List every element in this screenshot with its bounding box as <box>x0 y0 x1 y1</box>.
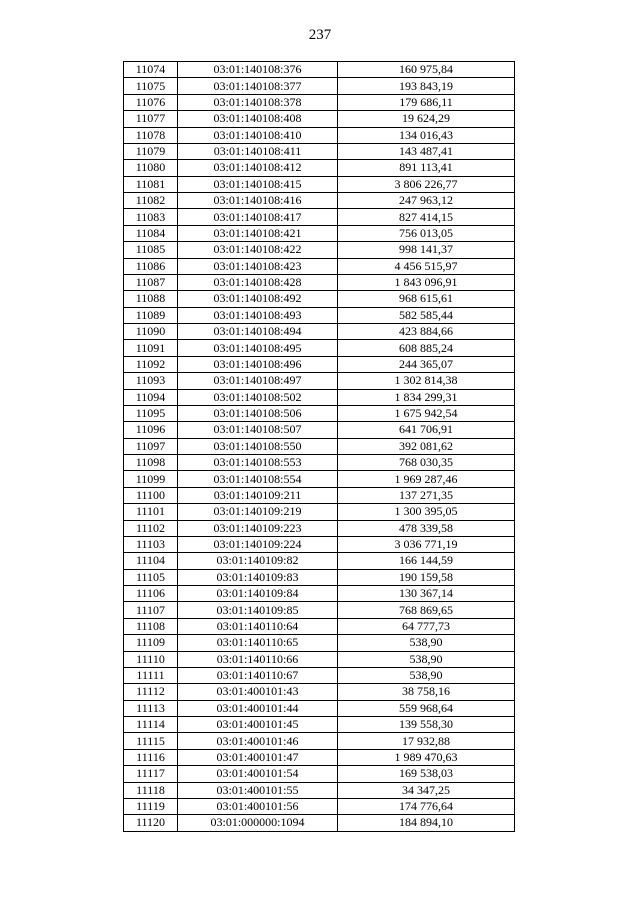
cadastral-number-cell: 03:01:140108:493 <box>178 307 338 323</box>
table-row <box>124 782 515 798</box>
value-cell: 582 585,44 <box>338 307 515 323</box>
value-cell: 891 113,41 <box>338 160 515 176</box>
row-number-cell: 11086 <box>124 258 178 274</box>
row-number-cell: 11107 <box>124 602 178 618</box>
cadastral-number-cell: 03:01:140108:408 <box>178 111 338 127</box>
cadastral-number-cell: 03:01:140109:211 <box>178 487 338 503</box>
row-number-cell: 11076 <box>124 94 178 110</box>
row-number-cell: 11074 <box>124 62 178 78</box>
value-cell: 64 777,73 <box>338 618 515 634</box>
value-cell: 423 884,66 <box>338 324 515 340</box>
cadastral-number-cell: 03:01:400101:47 <box>178 749 338 765</box>
cadastral-number-cell: 03:01:140108:506 <box>178 405 338 421</box>
cadastral-number-cell: 03:01:140109:85 <box>178 602 338 618</box>
cadastral-number-cell: 03:01:140109:83 <box>178 569 338 585</box>
table-row <box>124 569 515 585</box>
table-row <box>124 536 515 552</box>
cadastral-number-cell: 03:01:140109:84 <box>178 586 338 602</box>
row-number-cell: 11079 <box>124 143 178 159</box>
table-row <box>124 143 515 159</box>
table-row <box>124 602 515 618</box>
table-row <box>124 766 515 782</box>
value-cell: 3 806 226,77 <box>338 176 515 192</box>
row-number-cell: 11075 <box>124 78 178 94</box>
table-row <box>124 291 515 307</box>
cadastral-number-cell: 03:01:140108:376 <box>178 62 338 78</box>
table-row <box>124 356 515 372</box>
row-number-cell: 11112 <box>124 684 178 700</box>
value-cell: 169 538,03 <box>338 766 515 782</box>
table-row <box>124 340 515 356</box>
value-cell: 1 302 814,38 <box>338 373 515 389</box>
table-row <box>124 520 515 536</box>
value-cell: 139 558,30 <box>338 717 515 733</box>
row-number-cell: 11103 <box>124 536 178 552</box>
value-cell: 160 975,84 <box>338 62 515 78</box>
row-number-cell: 11104 <box>124 553 178 569</box>
table-row <box>124 815 515 831</box>
row-number-cell: 11087 <box>124 274 178 290</box>
cadastral-number-cell: 03:01:140108:428 <box>178 274 338 290</box>
value-cell: 174 776,64 <box>338 798 515 814</box>
cadastral-number-cell: 03:01:140108:412 <box>178 160 338 176</box>
value-cell: 184 894,10 <box>338 815 515 831</box>
value-cell: 827 414,15 <box>338 209 515 225</box>
row-number-cell: 11084 <box>124 225 178 241</box>
cadastral-number-cell: 03:01:400101:54 <box>178 766 338 782</box>
value-cell: 3 036 771,19 <box>338 536 515 552</box>
row-number-cell: 11117 <box>124 766 178 782</box>
cadastral-number-cell: 03:01:140108:378 <box>178 94 338 110</box>
row-number-cell: 11099 <box>124 471 178 487</box>
value-cell: 130 367,14 <box>338 586 515 602</box>
table-row <box>124 471 515 487</box>
row-number-cell: 11101 <box>124 504 178 520</box>
cadastral-number-cell: 03:01:140108:423 <box>178 258 338 274</box>
row-number-cell: 11092 <box>124 356 178 372</box>
value-cell: 38 758,16 <box>338 684 515 700</box>
row-number-cell: 11110 <box>124 651 178 667</box>
cadastral-number-cell: 03:01:140108:496 <box>178 356 338 372</box>
table-row <box>124 618 515 634</box>
cadastral-number-cell: 03:01:140109:223 <box>178 520 338 536</box>
value-cell: 608 885,24 <box>338 340 515 356</box>
row-number-cell: 11077 <box>124 111 178 127</box>
row-number-cell: 11097 <box>124 438 178 454</box>
table-row <box>124 651 515 667</box>
table-row <box>124 422 515 438</box>
cadastral-number-cell: 03:01:140109:219 <box>178 504 338 520</box>
table-row <box>124 160 515 176</box>
row-number-cell: 11089 <box>124 307 178 323</box>
cadastral-number-cell: 03:01:140108:497 <box>178 373 338 389</box>
value-cell: 19 624,29 <box>338 111 515 127</box>
row-number-cell: 11118 <box>124 782 178 798</box>
table-row <box>124 307 515 323</box>
value-cell: 190 159,58 <box>338 569 515 585</box>
cadastral-number-cell: 03:01:140108:411 <box>178 143 338 159</box>
registry-table <box>123 61 515 832</box>
row-number-cell: 11096 <box>124 422 178 438</box>
cadastral-number-cell: 03:01:140108:421 <box>178 225 338 241</box>
value-cell: 998 141,37 <box>338 242 515 258</box>
value-cell: 247 963,12 <box>338 193 515 209</box>
row-number-cell: 11078 <box>124 127 178 143</box>
table-row <box>124 553 515 569</box>
row-number-cell: 11090 <box>124 324 178 340</box>
table-row <box>124 717 515 733</box>
value-cell: 1 834 299,31 <box>338 389 515 405</box>
table-row <box>124 373 515 389</box>
table-row <box>124 324 515 340</box>
value-cell: 17 932,88 <box>338 733 515 749</box>
value-cell: 538,90 <box>338 635 515 651</box>
row-number-cell: 11094 <box>124 389 178 405</box>
cadastral-number-cell: 03:01:140109:82 <box>178 553 338 569</box>
table-row <box>124 586 515 602</box>
cadastral-number-cell: 03:01:140108:554 <box>178 471 338 487</box>
cadastral-number-cell: 03:01:140108:492 <box>178 291 338 307</box>
row-number-cell: 11105 <box>124 569 178 585</box>
table-row <box>124 62 515 78</box>
row-number-cell: 11100 <box>124 487 178 503</box>
cadastral-number-cell: 03:01:140110:66 <box>178 651 338 667</box>
cadastral-number-cell: 03:01:400101:43 <box>178 684 338 700</box>
cadastral-number-cell: 03:01:400101:46 <box>178 733 338 749</box>
row-number-cell: 11080 <box>124 160 178 176</box>
cadastral-number-cell: 03:01:400101:56 <box>178 798 338 814</box>
table-row <box>124 504 515 520</box>
cadastral-number-cell: 03:01:140110:65 <box>178 635 338 651</box>
row-number-cell: 11085 <box>124 242 178 258</box>
row-number-cell: 11108 <box>124 618 178 634</box>
value-cell: 34 347,25 <box>338 782 515 798</box>
value-cell: 756 013,05 <box>338 225 515 241</box>
table-row <box>124 405 515 421</box>
cadastral-number-cell: 03:01:140109:224 <box>178 536 338 552</box>
table-row <box>124 455 515 471</box>
cadastral-number-cell: 03:01:140108:550 <box>178 438 338 454</box>
row-number-cell: 11109 <box>124 635 178 651</box>
value-cell: 1 843 096,91 <box>338 274 515 290</box>
row-number-cell: 11098 <box>124 455 178 471</box>
table-row <box>124 749 515 765</box>
value-cell: 166 144,59 <box>338 553 515 569</box>
table-row <box>124 193 515 209</box>
row-number-cell: 11091 <box>124 340 178 356</box>
cadastral-number-cell: 03:01:140108:422 <box>178 242 338 258</box>
value-cell: 134 016,43 <box>338 127 515 143</box>
row-number-cell: 11081 <box>124 176 178 192</box>
row-number-cell: 11113 <box>124 700 178 716</box>
page-number: 237 <box>308 27 332 43</box>
row-number-cell: 11115 <box>124 733 178 749</box>
cadastral-number-cell: 03:01:400101:55 <box>178 782 338 798</box>
table-row <box>124 225 515 241</box>
row-number-cell: 11082 <box>124 193 178 209</box>
cadastral-number-cell: 03:01:140108:377 <box>178 78 338 94</box>
value-cell: 392 081,62 <box>338 438 515 454</box>
table-row <box>124 111 515 127</box>
value-cell: 478 339,58 <box>338 520 515 536</box>
table-row <box>124 258 515 274</box>
cadastral-number-cell: 03:01:140110:64 <box>178 618 338 634</box>
row-number-cell: 11083 <box>124 209 178 225</box>
table-row <box>124 667 515 683</box>
table-row <box>124 684 515 700</box>
table-row <box>124 274 515 290</box>
cadastral-number-cell: 03:01:140108:494 <box>178 324 338 340</box>
cadastral-number-cell: 03:01:140108:415 <box>178 176 338 192</box>
row-number-cell: 11093 <box>124 373 178 389</box>
value-cell: 1 300 395,05 <box>338 504 515 520</box>
cadastral-number-cell: 03:01:140108:507 <box>178 422 338 438</box>
table-row <box>124 700 515 716</box>
table-row <box>124 176 515 192</box>
table-row <box>124 127 515 143</box>
row-number-cell: 11095 <box>124 405 178 421</box>
cadastral-number-cell: 03:01:140108:410 <box>178 127 338 143</box>
cadastral-number-cell: 03:01:140108:502 <box>178 389 338 405</box>
value-cell: 1 969 287,46 <box>338 471 515 487</box>
table-row <box>124 798 515 814</box>
cadastral-number-cell: 03:01:400101:45 <box>178 717 338 733</box>
row-number-cell: 11116 <box>124 749 178 765</box>
row-number-cell: 11102 <box>124 520 178 536</box>
value-cell: 538,90 <box>338 651 515 667</box>
table-row <box>124 733 515 749</box>
value-cell: 968 615,61 <box>338 291 515 307</box>
registry-table-body <box>124 62 515 832</box>
cadastral-number-cell: 03:01:140110:67 <box>178 667 338 683</box>
cadastral-number-cell: 03:01:140108:416 <box>178 193 338 209</box>
row-number-cell: 11088 <box>124 291 178 307</box>
table-row <box>124 242 515 258</box>
value-cell: 137 271,35 <box>338 487 515 503</box>
cadastral-number-cell: 03:01:000000:1094 <box>178 815 338 831</box>
table-row <box>124 209 515 225</box>
value-cell: 179 686,11 <box>338 94 515 110</box>
value-cell: 143 487,41 <box>338 143 515 159</box>
value-cell: 538,90 <box>338 667 515 683</box>
row-number-cell: 11120 <box>124 815 178 831</box>
cadastral-number-cell: 03:01:140108:553 <box>178 455 338 471</box>
table-row <box>124 78 515 94</box>
row-number-cell: 11119 <box>124 798 178 814</box>
value-cell: 244 365,07 <box>338 356 515 372</box>
cadastral-number-cell: 03:01:140108:417 <box>178 209 338 225</box>
cadastral-number-cell: 03:01:400101:44 <box>178 700 338 716</box>
cadastral-number-cell: 03:01:140108:495 <box>178 340 338 356</box>
row-number-cell: 11106 <box>124 586 178 602</box>
value-cell: 1 675 942,54 <box>338 405 515 421</box>
table-row <box>124 94 515 110</box>
value-cell: 1 989 470,63 <box>338 749 515 765</box>
table-row <box>124 389 515 405</box>
value-cell: 193 843,19 <box>338 78 515 94</box>
value-cell: 641 706,91 <box>338 422 515 438</box>
value-cell: 4 456 515,97 <box>338 258 515 274</box>
value-cell: 768 869,65 <box>338 602 515 618</box>
row-number-cell: 11111 <box>124 667 178 683</box>
value-cell: 768 030,35 <box>338 455 515 471</box>
table-row <box>124 487 515 503</box>
table-row <box>124 438 515 454</box>
row-number-cell: 11114 <box>124 717 178 733</box>
table-row <box>124 635 515 651</box>
value-cell: 559 968,64 <box>338 700 515 716</box>
